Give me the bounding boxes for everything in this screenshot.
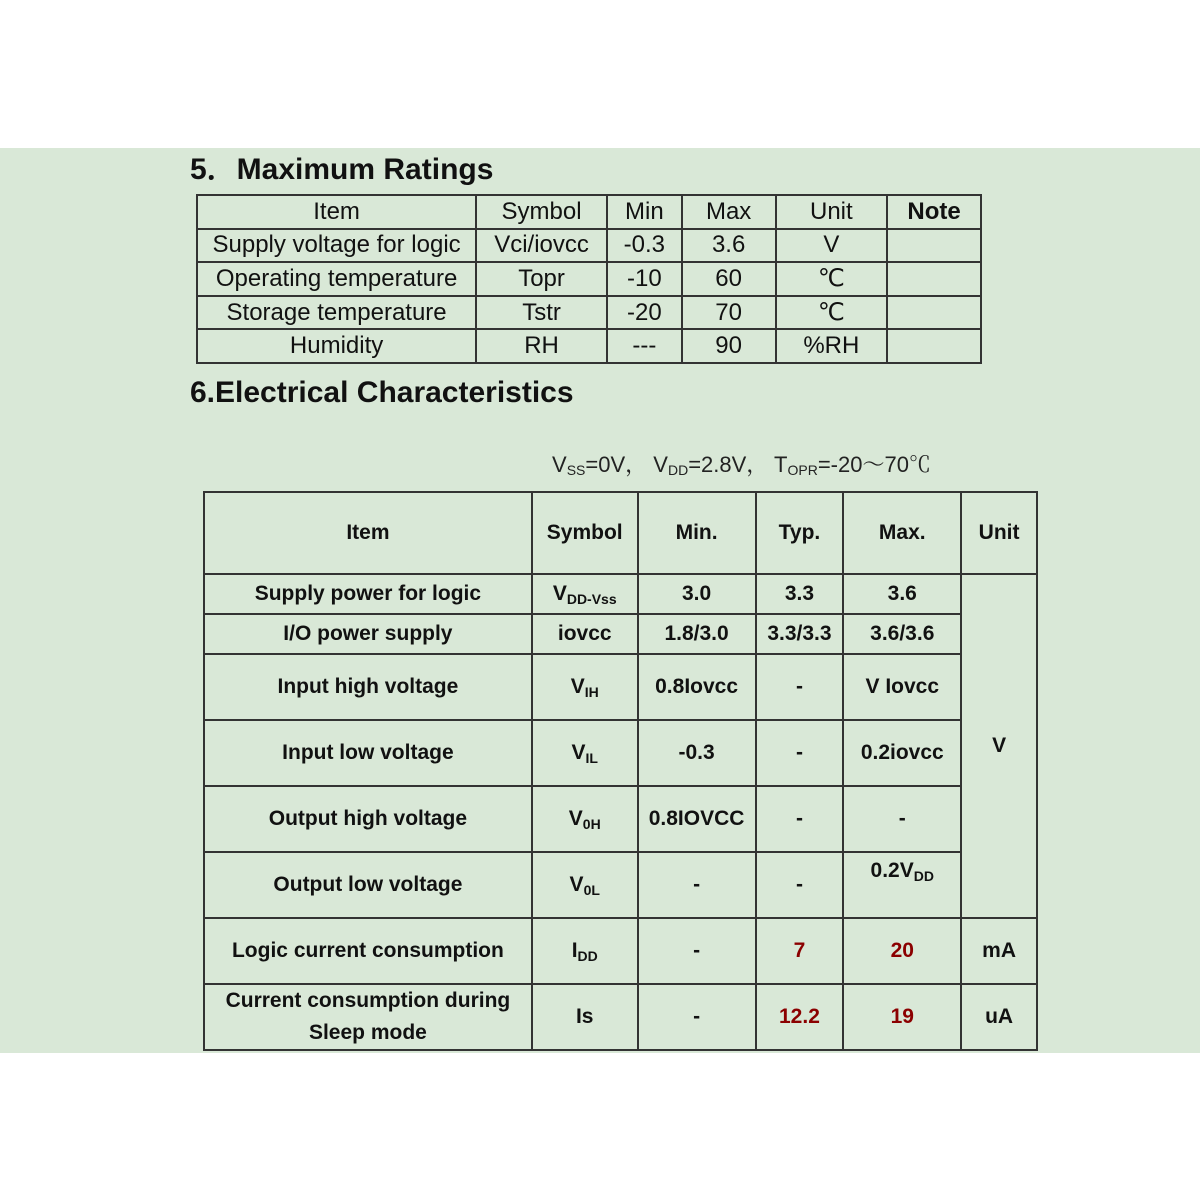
header-note: Note: [887, 195, 981, 229]
vss-label: V: [552, 452, 567, 477]
table-row: [204, 720, 1037, 786]
cell-typ: -: [756, 720, 844, 786]
table-header-row: [204, 492, 1037, 574]
topr-label: T: [774, 452, 788, 477]
cell-min: -: [638, 918, 756, 984]
cell-max: 19: [843, 984, 961, 1050]
cell-unit: ℃: [776, 296, 888, 330]
table-row: [197, 229, 981, 263]
vdd-value: =2.8V，: [688, 452, 769, 477]
table-row: [204, 918, 1037, 984]
symbol-main: V: [552, 581, 567, 605]
cell-max: 90: [682, 329, 776, 363]
symbol-subscript: 0L: [583, 881, 600, 898]
table-row: [204, 574, 1037, 614]
table-row: [204, 786, 1037, 852]
topr-value: =-20～70℃: [817, 452, 931, 477]
cell-max: 20: [843, 918, 961, 984]
maximum-ratings-table: [196, 194, 982, 364]
cell-item: Input high voltage: [204, 654, 532, 720]
table-header-row: [197, 195, 981, 229]
item-line-2: Sleep mode: [308, 1021, 427, 1044]
cell-note: [887, 262, 981, 296]
cell-max: 60: [682, 262, 776, 296]
cell-symbol: RH: [476, 329, 607, 363]
cell-item: Storage temperature: [197, 296, 476, 330]
symbol-main: V: [571, 740, 586, 764]
cell-item: Output low voltage: [204, 852, 532, 918]
cell-typ: 3.3/3.3: [756, 614, 844, 654]
header-unit: Unit: [776, 195, 888, 229]
cell-unit: uA: [961, 984, 1037, 1050]
cell-typ: -: [756, 786, 844, 852]
table-row: [204, 654, 1037, 720]
cell-min: -0.3: [638, 720, 756, 786]
table-row: [197, 262, 981, 296]
cell-note: [887, 229, 981, 263]
cell-min: ---: [607, 329, 682, 363]
cell-item: Output high voltage: [204, 786, 532, 852]
header-unit: Unit: [961, 492, 1037, 574]
symbol-subscript: DD: [577, 947, 598, 964]
cell-symbol: Is: [532, 984, 638, 1050]
cell-unit: mA: [961, 918, 1037, 984]
section-5-title: 5．Maximum Ratings: [190, 153, 494, 186]
table-row: [197, 296, 981, 330]
electrical-characteristics-table: [203, 491, 1038, 1051]
table-row: [204, 614, 1037, 654]
table-row: [204, 852, 1037, 918]
cell-max: 70: [682, 296, 776, 330]
symbol-main: V: [570, 674, 585, 698]
cell-symbol: Tstr: [476, 296, 607, 330]
header-min: Min: [607, 195, 682, 229]
header-item: Item: [204, 492, 532, 574]
header-max: Max.: [843, 492, 961, 574]
cell-symbol: Vci/iovcc: [476, 229, 607, 263]
max-subscript: DD: [913, 868, 934, 884]
header-typ: Typ.: [756, 492, 844, 574]
topr-subscript: OPR: [787, 462, 818, 478]
cell-symbol: Topr: [476, 262, 607, 296]
cell-item: I/O power supply: [204, 614, 532, 654]
cell-unit: ℃: [776, 262, 888, 296]
cell-item: Supply power for logic: [204, 574, 532, 614]
symbol-subscript: IH: [584, 683, 599, 700]
cell-symbol: [532, 720, 638, 786]
cell-typ: 3.3: [756, 574, 844, 614]
cell-symbol: [532, 852, 638, 918]
cell-item: Supply voltage for logic: [197, 229, 476, 263]
table-row: [204, 984, 1037, 1050]
symbol-subscript: IL: [585, 749, 598, 766]
vdd-subscript: DD: [667, 462, 689, 478]
cell-symbol: [532, 574, 638, 614]
cell-min: 3.0: [638, 574, 756, 614]
cell-unit-voltage: V: [961, 574, 1037, 918]
item-line-1: Current consumption during: [225, 989, 511, 1012]
header-min: Min.: [638, 492, 756, 574]
cell-min: -0.3: [607, 229, 682, 263]
cell-item: Operating temperature: [197, 262, 476, 296]
cell-symbol: [532, 786, 638, 852]
cell-max: 0.2iovcc: [843, 720, 961, 786]
cell-typ: -: [756, 852, 844, 918]
cell-item: Logic current consumption: [204, 918, 532, 984]
cell-min: -20: [607, 296, 682, 330]
cell-item: [204, 984, 532, 1050]
cell-typ: -: [756, 654, 844, 720]
cell-min: 0.8IOVCC: [638, 786, 756, 852]
cell-note: [887, 296, 981, 330]
symbol-main: iovcc: [557, 622, 612, 645]
cell-max: [843, 852, 961, 918]
section-6-title: 6.Electrical Characteristics: [190, 376, 574, 409]
cell-min: 0.8Iovcc: [638, 654, 756, 720]
cell-unit: V: [776, 229, 888, 263]
symbol-subscript: DD-Vss: [566, 590, 617, 607]
header-symbol: Symbol: [476, 195, 607, 229]
cell-typ: 7: [756, 918, 844, 984]
cell-max: 3.6: [843, 574, 961, 614]
cell-min: -: [638, 984, 756, 1050]
cell-item: Humidity: [197, 329, 476, 363]
cell-max: -: [843, 786, 961, 852]
vss-subscript: SS: [566, 462, 586, 478]
cell-symbol: [532, 614, 638, 654]
cell-symbol: [532, 918, 638, 984]
max-main: 0.2V: [870, 859, 914, 882]
cell-min: 1.8/3.0: [638, 614, 756, 654]
cell-max: V Iovcc: [843, 654, 961, 720]
vss-value: =0V，: [585, 452, 648, 477]
cell-min: -10: [607, 262, 682, 296]
header-symbol: Symbol: [532, 492, 638, 574]
symbol-main: I: [571, 938, 578, 962]
cell-symbol: [532, 654, 638, 720]
table-row: [197, 329, 981, 363]
symbol-main: V: [568, 806, 583, 830]
test-conditions: [552, 448, 931, 479]
header-item: Item: [197, 195, 476, 229]
cell-max: 3.6: [682, 229, 776, 263]
symbol-subscript: 0H: [582, 815, 601, 832]
symbol-main: V: [569, 872, 584, 896]
cell-min: -: [638, 852, 756, 918]
cell-unit: %RH: [776, 329, 888, 363]
cell-typ: 12.2: [756, 984, 844, 1050]
cell-item: Input low voltage: [204, 720, 532, 786]
vdd-label: V: [653, 452, 668, 477]
header-max: Max: [682, 195, 776, 229]
cell-note: [887, 329, 981, 363]
cell-max: 3.6/3.6: [843, 614, 961, 654]
